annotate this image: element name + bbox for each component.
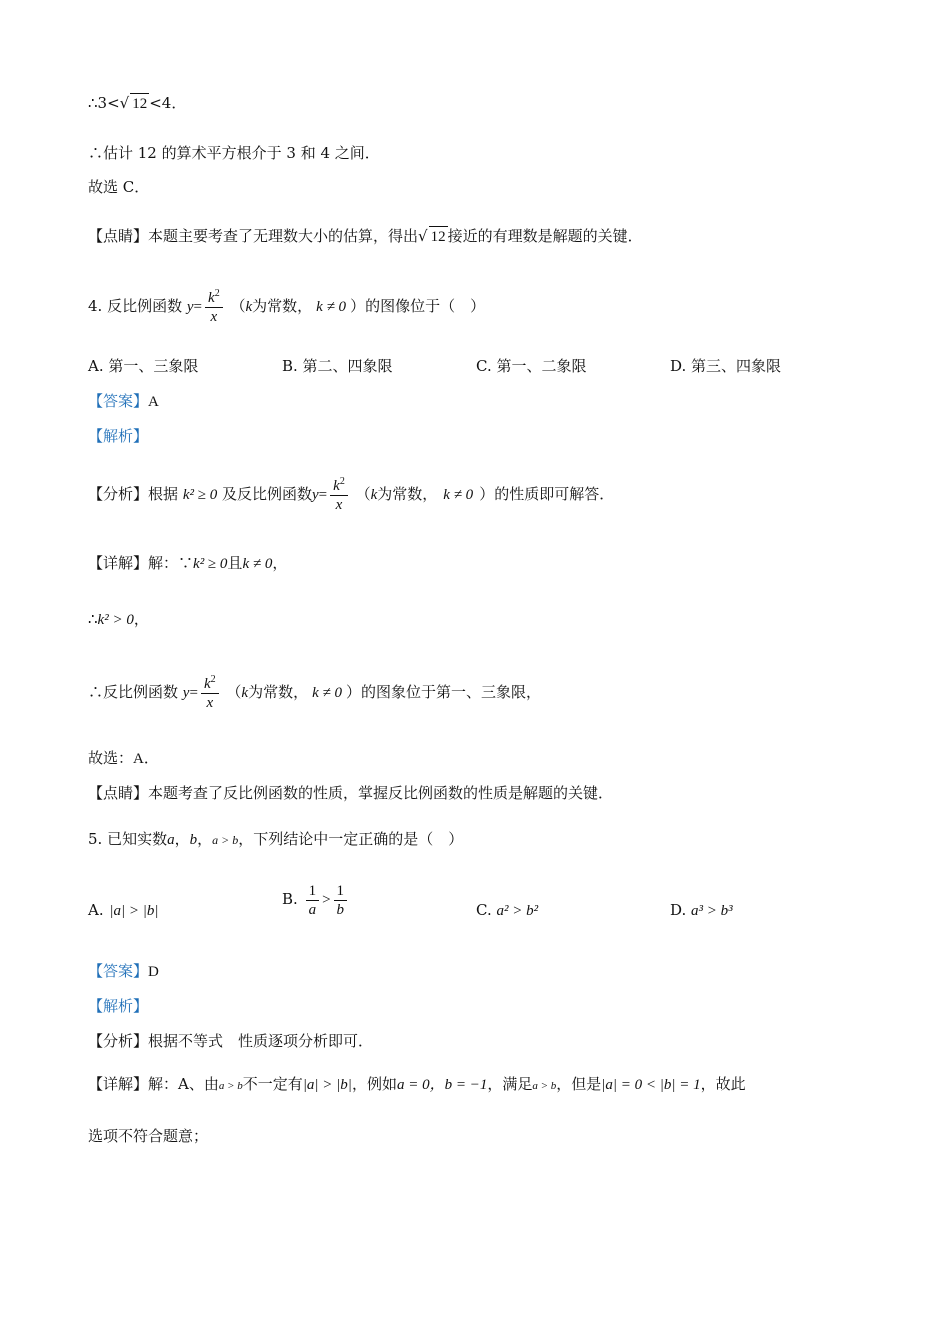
q5-option-b-frac-b [334, 882, 348, 919]
q4-fenxi-num: k [333, 477, 340, 494]
q5-option-d [670, 900, 733, 921]
q4-stem-b: （ [230, 297, 246, 315]
q5-sep-2: ， [197, 830, 213, 848]
q4-sq: 2 [214, 287, 220, 299]
q5-xiangjie-cond: a > b [218, 1080, 243, 1092]
q4-xiangjie-and: 且 [227, 554, 243, 572]
q5-stem-a: 5. 已知实数 [88, 830, 168, 848]
q5-option-c-expr: a² > b² [496, 903, 539, 919]
q5-fenxi-text: 根据不等式 性质逐项分析即可． [148, 1032, 374, 1050]
q4-fenxi-c: （ [355, 485, 371, 503]
q5-xiangjie [88, 1074, 746, 1096]
q5-option-b-frac-a [306, 882, 320, 919]
l1-suffix: <4． [149, 94, 187, 112]
q4-stem [88, 283, 485, 330]
q4-dianjing [88, 783, 613, 803]
q4-conclusion-num: k [203, 675, 211, 692]
q5-xiangjie-abs: |a| > |b| [302, 1077, 352, 1093]
q4-conclusion-a: ∴反比例函数 [88, 683, 179, 701]
q4-conclusion-fraction [201, 675, 219, 712]
q4-num: k [208, 289, 215, 306]
q5-xiangjie-tag: 【详解】 [88, 1075, 149, 1093]
q5-xiangjie-example: a = 0，b = −1 [396, 1077, 488, 1093]
q4-dianjing-text: 本题考查了反比例函数的性质，掌握反比例函数的性质是解题的关键． [148, 784, 614, 802]
l1-prefix: ∴3< [88, 94, 120, 112]
q5-xiangjie-e: ，但是 [556, 1075, 602, 1093]
q4-conclusion-c: 为常数， [248, 683, 309, 701]
q4-answer [88, 391, 159, 412]
l1-radicand: 12 [130, 93, 149, 114]
line-estimate: ∴估计 12 的算术平方根介于 3 和 4 之间． [88, 144, 380, 162]
q5-option-a-label: A. [88, 901, 104, 919]
q5-fenxi-tag: 【分析】 [88, 1032, 149, 1050]
q4-fenxi-a: 根据 [148, 485, 179, 503]
q5-xiangjie-b: 不一定有 [242, 1075, 303, 1093]
q4-conclusion-den: x [206, 694, 214, 711]
q4-kne0: k ≠ 0 [316, 299, 347, 315]
q4-k: k [245, 299, 253, 315]
q5-fenxi [88, 1031, 373, 1051]
q4-conclusion [88, 669, 541, 716]
q4-den: x [210, 308, 218, 325]
q5-xiangjie-abs2: |a| = 0 < |b| = 1 [601, 1077, 701, 1093]
q5-option-a-expr: |a| > |b| [109, 903, 159, 919]
q5-option-c [476, 900, 538, 921]
q4-fenxi-kne: k ≠ 0 [443, 487, 474, 503]
q4-conclusion-k: k [241, 685, 249, 701]
q4-fenxi-e: ）的性质即可解答． [479, 485, 615, 503]
q4-stem-d: ）的图像位于（ ） [350, 297, 486, 315]
q4-choose-label: 故选： [88, 749, 134, 767]
q4-conclusion-b: ）的图象位于第一、三象限， [345, 683, 541, 701]
q5-option-b-one-a: 1 [306, 882, 320, 901]
sqrt-icon: √ [418, 227, 428, 245]
q4-conclusion-eq: = [189, 685, 198, 701]
q4-xiangjie [88, 553, 287, 574]
q4-xiangjie-comma: ， [272, 554, 288, 572]
dianjing-text-a: 本题主要考查了无理数大小的估算，得出 [148, 227, 419, 245]
q5-stem [88, 829, 463, 850]
q5-option-c-label: C. [476, 901, 492, 919]
q5-a: a [167, 832, 175, 848]
q4-fraction [205, 289, 223, 326]
q4-fenxi-k: k [370, 487, 378, 503]
q4-conclusion-paren: （ [226, 683, 242, 701]
q4-conclusion-y: y [182, 685, 190, 701]
q4-fenxi-cond: k² ≥ 0 [182, 487, 218, 503]
q4-xiangjie-c1: k² ≥ 0 [193, 556, 228, 572]
q4-xiangjie-c2: k ≠ 0 [242, 556, 273, 572]
q5-xiangjie-f: ，故此 [700, 1075, 746, 1093]
q4-answer-value: A [148, 394, 159, 410]
q4-analysis-tag: 【解析】 [88, 427, 149, 445]
line-choose-c: 故选 C． [88, 178, 150, 196]
q5-xiangjie-c: ，例如 [351, 1075, 397, 1093]
q5-option-b-den-a: a [308, 901, 317, 918]
dianjing-radicand: 12 [429, 226, 448, 247]
q5-option-a [88, 900, 160, 921]
q4-ksq-positive [88, 609, 149, 630]
q4-option-d: D. 第三、四象限 [670, 357, 782, 375]
q5-sep-1: ， [174, 830, 190, 848]
dianjing-tag: 【点睛】 [88, 227, 149, 245]
q4-choose [88, 748, 159, 769]
q5-option-b-label: B. [282, 890, 298, 908]
q4-eq: = [193, 299, 203, 315]
therefore-icon: ∴ [88, 610, 98, 628]
q4-option-c: C. 第一、二象限 [476, 357, 587, 375]
q5-xiangjie-a: 解：A、由 [148, 1075, 219, 1093]
q5-option-b-den-b: b [336, 901, 345, 918]
q4-ksq-comma: ， [133, 610, 149, 628]
q5-option-b [282, 876, 350, 923]
q4-fenxi-b: 及反比例函数 [221, 485, 312, 503]
q4-conclusion-sq: 2 [210, 673, 216, 685]
q5-option-d-expr: a³ > b³ [691, 903, 733, 919]
q5-option-b-gt: > [322, 892, 331, 908]
q4-xiangjie-a: 解：∵ [148, 554, 194, 572]
q5-answer-tag: 【答案】 [88, 962, 149, 980]
q4-fenxi-den: x [335, 496, 343, 513]
q5-stem-b: ，下列结论中一定正确的是（ ） [238, 830, 464, 848]
q4-option-a: A. 第一、三象限 [88, 357, 199, 375]
q4-dianjing-tag: 【点睛】 [88, 784, 149, 802]
q4-stem-c: 为常数， [252, 297, 313, 315]
q4-option-b: B. 第二、四象限 [282, 357, 393, 375]
q4-y: y [186, 299, 194, 315]
q4-fenxi-d: 为常数， [377, 485, 438, 503]
q4-xiangjie-tag: 【详解】 [88, 554, 149, 572]
q5-answer-value: D [148, 964, 159, 980]
q4-conclusion-kne: k ≠ 0 [312, 685, 342, 701]
q4-fenxi-eq: = [318, 487, 328, 503]
q5-cond: a > b [212, 833, 239, 847]
q4-ksq-pos: k² > 0 [97, 612, 134, 628]
q5-option-d-label: D. [670, 901, 687, 919]
q4-fenxi-sq: 2 [339, 475, 345, 487]
q5-xiangjie-cond-2: a > b [532, 1080, 557, 1092]
q4-fenxi [88, 471, 614, 518]
q4-choose-answer: A． [133, 751, 159, 767]
q4-answer-tag: 【答案】 [88, 392, 149, 410]
q5-analysis-tag: 【解析】 [88, 997, 149, 1015]
q5-option-b-one-b: 1 [334, 882, 348, 901]
q4-fenxi-fraction [330, 477, 348, 514]
q5-last-line: 选项不符合题意； [88, 1127, 209, 1145]
line-sqrt12-bounds [88, 93, 186, 114]
q4-fenxi-tag: 【分析】 [88, 485, 149, 503]
dianjing-text-b: 接近的有理数是解题的关键． [447, 227, 643, 245]
q5-xiangjie-d: ，满足 [487, 1075, 533, 1093]
q4-fenxi-y: y [312, 487, 319, 503]
line-dianjing-1 [88, 226, 643, 247]
sqrt-icon: √ [119, 94, 130, 112]
q5-b: b [189, 832, 198, 848]
q4-stem-a: 4. 反比例函数 [88, 297, 183, 315]
q5-answer [88, 961, 159, 982]
